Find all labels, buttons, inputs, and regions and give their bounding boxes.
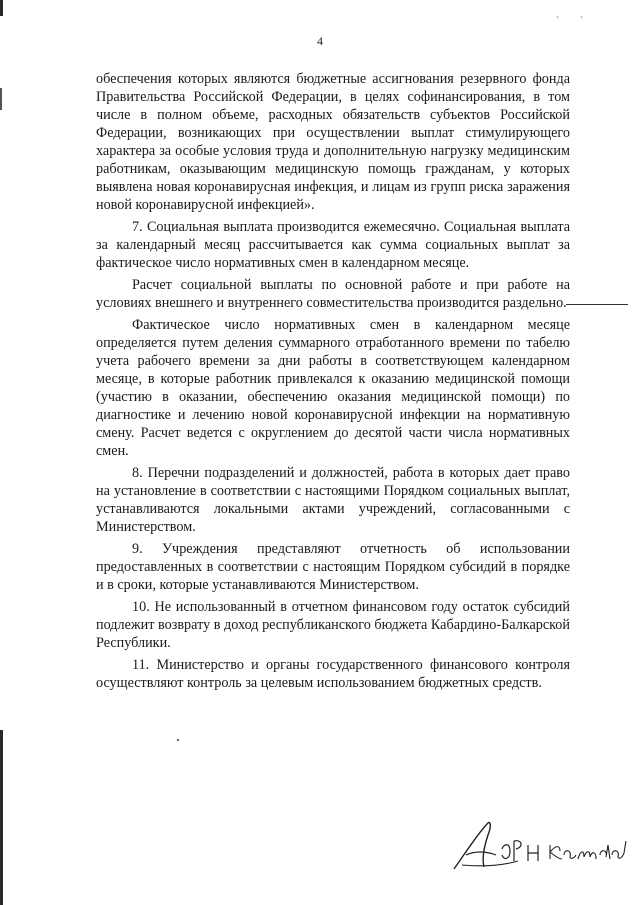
handwritten-signature: [444, 815, 630, 879]
handwritten-line: [566, 304, 628, 305]
scan-artifact: ˏ: [556, 8, 559, 18]
paragraph-item-10: 10. Не использованный в отчетном финансовом году остаток субсидий подлежит возврату в доход республиканского бюджета Кабардино-Балкарской Республики.: [96, 599, 570, 651]
document-body: [96, 70, 570, 692]
scan-edge-mark: [0, 88, 2, 110]
scan-edge-mark: [0, 0, 3, 16]
paragraph-item-8: 8. Перечни подразделений и должностей, работа в которых дает право на установление в соответствии с настоящими Порядком социальных выплат, устанавливаются локальными актами учреждений, согласованными с Министерством.: [96, 465, 570, 535]
scan-artifact: [177, 739, 179, 741]
paragraph-item-11: 11. Министерство и органы государственного финансового контроля осуществляют контроль за целевым использованием бюджетных средств.: [96, 657, 570, 691]
paragraph-calculation: Расчет социальной выплаты по основной работе и при работе на условиях внешнего и внутреннего совместительства производится раздельно.: [96, 277, 570, 311]
paragraph-continuation: обеспечения которых являются бюджетные ассигнования резервного фонда Правительства Российской Федерации, в целях софинансирования, в том числе в полном объеме, расходных обязательств субъектов Российской Федерации, возникающих при осуществлении выплат стимулирующего характера за особые условия труда и дополнительную нагрузку медицинским работникам, оказывающим медицинскую помощь гражданам, у которых выявлена новая коронавирусная инфекция, и лицам из групп риска заражения новой коронавирусной инфекцией».: [96, 71, 570, 213]
scan-artifact: ˎ: [580, 8, 583, 18]
paragraph-item-9: 9. Учреждения представляют отчетность об использовании предоставленных в соответствии с настоящим Порядком субсидий в порядке и в сроки, которые устанавливаются Министерством.: [96, 541, 570, 593]
page-number: 4: [317, 34, 323, 48]
scan-edge-mark: [0, 730, 3, 905]
paragraph-item-7: 7. Социальная выплата производится ежемесячно. Социальная выплата за календарный месяц рассчитывается как сумма социальных выплат за фактическое число нормативных смен в календарном месяце.: [96, 219, 570, 271]
paragraph-shifts: Фактическое число нормативных смен в календарном месяце определяется путем деления суммарного отработанного времени по табелю учета рабочего времени за дни работы в соответствующем календарном месяце, в которые работник привлекался к оказанию медицинской помощи (участию в оказании, обеспечению оказания медицинской помощи) по диагностике и лечению новой коронавирусной инфекции на нормативную смену. Расчет ведется с округлением до десятой части числа нормативных смен.: [96, 317, 570, 459]
